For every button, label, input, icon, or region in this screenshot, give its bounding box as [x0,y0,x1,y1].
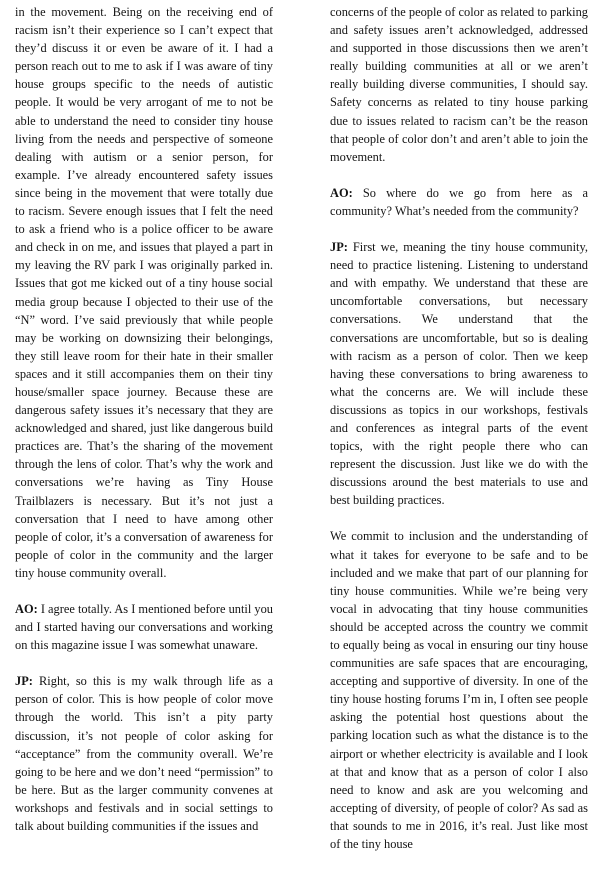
speaker-label-jp: JP: [15,674,33,689]
left-paragraph-2-text: I agree totally. As I mentioned before until you and I started having our conversations and working on this magazine issue I was somewhat unaware. [15,602,273,653]
right-paragraph-1: concerns of the people of color as related to parking and safety issues aren’t acknowledged, addressed and supported in those discussions then we aren’t really building communities at all or we aren’t really building diverse communities, I should say. Safety concerns as related to tiny house parking due to issues related to racism can’t be the reason that people of color don’t and aren’t able to join the movement. [330,5,588,164]
speaker-label-ao: AO: [15,602,38,616]
left-paragraph-3 [15,672,273,835]
right-column [330,3,588,871]
right-paragraph-2-text: So where do we go from here as a community? What’s needed from the community? [330,185,588,218]
left-column [15,3,273,853]
right-paragraph-3-text: First we, meaning the tiny house community, need to practice listening. Listening to understand and with empathy. We understand that these are uncomfortable conversations, but necessary conversations. We understand that the conversations are uncomfortable, but so is dealing with racism as a person of color. Then we keep having these conversations to bring awareness to what the concerns are. We will include these discussions as topics in our workshops, festivals and conferences as integral parts of the event topics, with the right people there who can represent the discussion. Just like we do with the discussions around the best materials to use and best building practices. [330,240,588,508]
speaker-label-ao: AO: [330,185,353,200]
left-paragraph-1: in the movement. Being on the receiving end of racism isn’t their experience so I can’t expect that they’d discuss it or even be aware of it. I had a person reach out to me to ask if I was aware of tiny house groups specific to the needs of autistic people. It would be very arrogant of me to not be able to understand the need to consider tiny house living from the needs and perspective of someone dealing with autism or a senior person, for example. I’ve already encountered safety issues since being in the movement that were totally due to racism. Severe enough issues that I felt the need to ask a friend who is a police officer to be aware and check in on me, and issues that played a part in my leaving the RV park I was originally parked in. Issues that got me kicked out of a tiny house social media group because I objected to their use of the “N” word. I’ve said previously that while people may be working on downsizing their belongings, they still leave room for their hate in their smaller spaces and it still accompanies them on their tiny house/smaller space journey. Because these are dangerous safety issues it’s necessary that they are acknowledged and shared, just like dangerous build practices are. That’s the sharing of the movement through the lens of color. That’s why the work and conversations we’re having as Tiny House Trailblazers is necessary. But it’s not just a conversation that I need to have among other people of color, it’s a conversation of awareness for people of color in the community and the larger tiny house community overall. [15,5,273,580]
speaker-label-jp: JP: [330,240,348,255]
left-paragraph-3-text: Right, so this is my walk through life as a person of color. This is how people of color move through the world. This isn’t a pity party discussion, it’s not people of color asking for “acceptance” from the community overall. We’re going to be here and we don’t need “permission” to be here. But as the larger community convenes at workshops and festivals and in social settings to talk about building communities if the issues and [15,674,273,834]
left-paragraph-2 [15,600,273,654]
right-paragraph-2 [330,184,588,220]
right-paragraph-4: We commit to inclusion and the understanding of what it takes for everyone to be safe and to be included and we make that part of our planning for tiny house communities. While we’re being very vocal in advocating that tiny house communities should be accepted across the country we commit to equally being as vocal in ensuring our tiny house communities are safe spaces that are encouraging, accepting and supportive of diversity. In one of the tiny house hosting forums I’m in, I often see people asking the potential host questions about the parking location such as what the distance is to the airport or whether electricity is available and I look at that and know that as a person of color I also need to know and ask are you welcoming and accepting of diversity, of people of color? As sad as that sounds to me in 2016, it’s real. Just like most of the tiny house [330,529,588,852]
right-paragraph-3 [330,238,588,509]
